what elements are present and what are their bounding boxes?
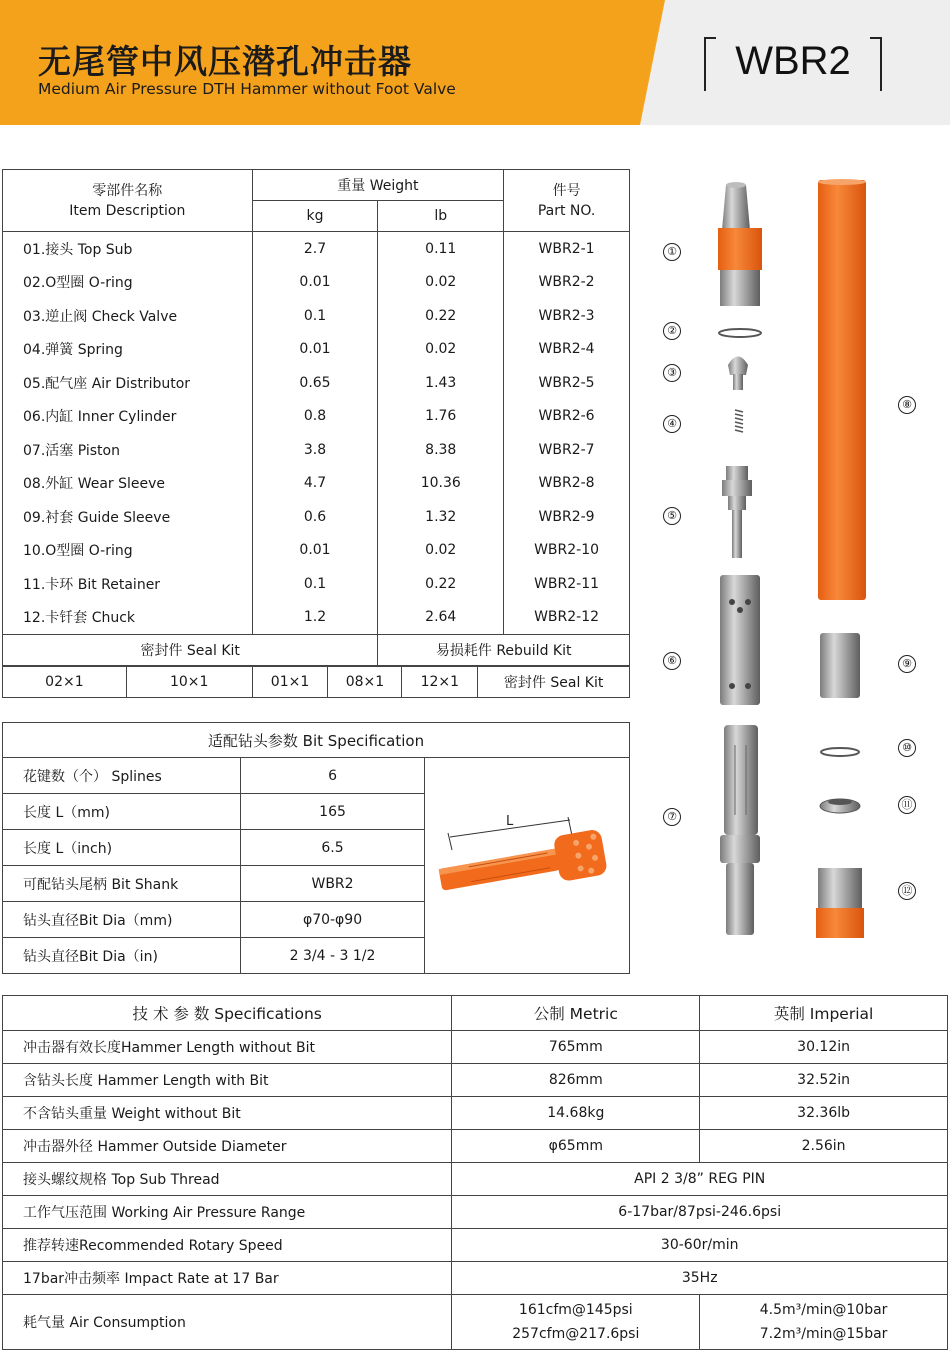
parts-row	[3, 601, 630, 635]
air-consumption-label: 耗气量 Air Consumption	[3, 1295, 452, 1350]
part-description: 06.内缸 Inner Cylinder	[3, 400, 253, 434]
part-weight-lb: 0.11	[378, 232, 504, 266]
bit-spec-value: 6.5	[240, 830, 425, 866]
exploded-parts-diagram	[640, 170, 950, 950]
part-description: 12.卡钎套 Chuck	[3, 601, 253, 635]
parts-row	[3, 467, 630, 501]
parts-row	[3, 333, 630, 367]
air-imperial-cell	[700, 1295, 948, 1350]
air-metric-1: 161cfm@145psi	[518, 1302, 633, 1318]
desc-header-cn: 零部件名称	[92, 182, 163, 199]
bit-table-title: 适配钻头参数 Bit Specification	[3, 723, 630, 758]
parts-row	[3, 266, 630, 300]
part-no-header-en: Part NO.	[537, 202, 596, 219]
part-number: WBR2-9	[504, 500, 630, 534]
air-consumption-row	[3, 1295, 948, 1350]
part-weight-kg: 0.01	[252, 534, 378, 568]
part-weight-kg: 0.1	[252, 567, 378, 601]
part-weight-kg: 0.01	[252, 333, 378, 367]
part-weight-lb: 2.64	[378, 601, 504, 635]
part-weight-lb: 0.02	[378, 266, 504, 300]
part-number: WBR2-2	[504, 266, 630, 300]
part-weight-lb: 1.43	[378, 366, 504, 400]
bit-spec-label: 钻头直径Bit Dia（mm)	[3, 902, 241, 938]
spec-label: 推荐转速Recommended Rotary Speed	[3, 1229, 452, 1262]
parts-row	[3, 534, 630, 568]
spec-split-body	[3, 1031, 948, 1163]
bit-spec-label: 花键数（个） Splines	[3, 758, 241, 794]
parts-row	[3, 433, 630, 467]
desc-header-en: Item Description	[69, 202, 186, 219]
part-description: 07.活塞 Piston	[3, 433, 253, 467]
spec-row	[3, 1130, 948, 1163]
air-imperial-1: 4.5m³/min@10bar	[759, 1302, 888, 1318]
part-number: WBR2-4	[504, 333, 630, 367]
spec-header-row	[3, 996, 948, 1031]
piston-part	[720, 725, 760, 935]
seal-kit-label: 密封件 Seal Kit	[3, 635, 378, 666]
parts-row	[3, 400, 630, 434]
spec-label: 接头螺纹规格 Top Sub Thread	[3, 1163, 452, 1196]
kg-header: kg	[252, 201, 378, 232]
spec-row-merged	[3, 1262, 948, 1295]
bit-spec-label: 长度 L（mm)	[3, 794, 241, 830]
bit-spec-value: 6	[240, 758, 425, 794]
air-metric-cell	[452, 1295, 700, 1350]
desc-header	[3, 170, 253, 232]
part-weight-lb: 1.32	[378, 500, 504, 534]
bit-spec-row	[3, 758, 630, 794]
part-description: 03.逆止阀 Check Valve	[3, 299, 253, 333]
spec-row-merged	[3, 1196, 948, 1229]
part-weight-kg: 0.1	[252, 299, 378, 333]
specifications-table	[2, 995, 948, 1350]
part-description: 11.卡环 Bit Retainer	[3, 567, 253, 601]
parts-row	[3, 299, 630, 333]
bit-spec-value: WBR2	[240, 866, 425, 902]
part-weight-lb: 0.22	[378, 567, 504, 601]
bit-spec-value: φ70-φ90	[240, 902, 425, 938]
part-weight-kg: 0.01	[252, 266, 378, 300]
kit-cell: 密封件 Seal Kit	[478, 667, 630, 698]
spec-imperial-value: 32.36lb	[700, 1097, 948, 1130]
imperial-col-header: 英制 Imperial	[700, 996, 948, 1031]
kit-cell: 01×1	[252, 667, 328, 698]
wear-sleeve-part	[818, 180, 866, 600]
bit-title-row	[3, 723, 630, 758]
o-ring-2-part	[821, 748, 859, 756]
kit-contents-table	[2, 666, 630, 698]
part-weight-kg: 0.8	[252, 400, 378, 434]
part-number: WBR2-6	[504, 400, 630, 434]
spec-value: 30-60r/min	[452, 1229, 948, 1262]
spec-metric-value: 765mm	[452, 1031, 700, 1064]
spec-col-header: 技 术 参 数 Specifications	[3, 996, 452, 1031]
part-weight-kg: 1.2	[252, 601, 378, 635]
model-badge	[704, 37, 882, 89]
spec-value: API 2 3/8” REG PIN	[452, 1163, 948, 1196]
spec-value: 35Hz	[452, 1262, 948, 1295]
air-distributor-part	[722, 466, 752, 558]
part-weight-kg: 3.8	[252, 433, 378, 467]
bit-spec-value: 2 3/4 - 3 1/2	[240, 938, 425, 974]
part-number: WBR2-12	[504, 601, 630, 635]
spec-row-merged	[3, 1163, 948, 1196]
callout-4: ④	[663, 415, 681, 433]
part-number: WBR2-3	[504, 299, 630, 333]
kit-cell: 08×1	[328, 667, 402, 698]
callout-9: ⑨	[898, 655, 916, 673]
spec-metric-value: 826mm	[452, 1064, 700, 1097]
callout-6: ⑥	[663, 652, 681, 670]
part-no-header	[504, 170, 630, 232]
weight-header: 重量 Weight	[252, 170, 504, 201]
bit-spec-label: 钻头直径Bit Dia（in)	[3, 938, 241, 974]
callout-1: ①	[663, 243, 681, 261]
spec-value: 6-17bar/87psi-246.6psi	[452, 1196, 948, 1229]
callout-12: ⑫	[898, 882, 916, 900]
kit-contents-row	[3, 667, 630, 698]
part-number: WBR2-1	[504, 232, 630, 266]
spec-label: 不含钻头重量 Weight without Bit	[3, 1097, 452, 1130]
air-metric-2: 257cfm@217.6psi	[512, 1326, 640, 1342]
parts-header-row	[3, 170, 630, 201]
kit-cell: 02×1	[3, 667, 127, 698]
part-number: WBR2-8	[504, 467, 630, 501]
check-valve-part	[728, 357, 748, 391]
bit-spec-label: 长度 L（inch)	[3, 830, 241, 866]
parts-row	[3, 567, 630, 601]
part-weight-kg: 0.6	[252, 500, 378, 534]
parts-row	[3, 232, 630, 266]
part-weight-lb: 0.22	[378, 299, 504, 333]
callout-8: ⑧	[898, 396, 916, 414]
page-subtitle: Medium Air Pressure DTH Hammer without Foot Valve	[38, 80, 456, 98]
spec-label: 工作气压范围 Working Air Pressure Range	[3, 1196, 452, 1229]
parts-row	[3, 366, 630, 400]
part-description: 02.O型圈 O-ring	[3, 266, 253, 300]
callout-2: ②	[663, 322, 681, 340]
dimension-label: L	[506, 814, 514, 829]
bit-spec-label: 可配钻头尾柄 Bit Shank	[3, 866, 241, 902]
spec-row	[3, 1031, 948, 1064]
part-description: 01.接头 Top Sub	[3, 232, 253, 266]
part-weight-lb: 0.02	[378, 534, 504, 568]
part-description: 05.配气座 Air Distributor	[3, 366, 253, 400]
callout-11: ⑪	[898, 796, 916, 814]
spec-label: 冲击器外径 Hammer Outside Diameter	[3, 1130, 452, 1163]
callout-7: ⑦	[663, 808, 681, 826]
callout-3: ③	[663, 364, 681, 382]
guide-sleeve-part	[820, 633, 860, 698]
part-weight-lb: 0.02	[378, 333, 504, 367]
spec-row-merged	[3, 1229, 948, 1262]
part-weight-kg: 4.7	[252, 467, 378, 501]
part-number: WBR2-10	[504, 534, 630, 568]
kit-label-row	[3, 635, 630, 666]
kit-cell: 12×1	[402, 667, 478, 698]
top-sub-part	[718, 182, 762, 306]
lb-header: lb	[378, 201, 504, 232]
part-no-header-cn: 件号	[552, 182, 581, 199]
part-description: 09.衬套 Guide Sleeve	[3, 500, 253, 534]
part-weight-lb: 10.36	[378, 467, 504, 501]
callout-10: ⑩	[898, 739, 916, 757]
spec-imperial-value: 2.56in	[700, 1130, 948, 1163]
parts-table	[2, 169, 630, 666]
part-weight-kg: 0.65	[252, 366, 378, 400]
part-weight-lb: 1.76	[378, 400, 504, 434]
rebuild-kit-label: 易损耗件 Rebuild Kit	[378, 635, 630, 666]
callout-5: ⑤	[663, 507, 681, 525]
bit-retainer-part	[820, 799, 860, 813]
part-description: 04.弹簧 Spring	[3, 333, 253, 367]
spring-part	[735, 410, 743, 432]
spec-merged-body	[3, 1163, 948, 1295]
part-weight-lb: 8.38	[378, 433, 504, 467]
part-weight-kg: 2.7	[252, 232, 378, 266]
spec-metric-value: φ65mm	[452, 1130, 700, 1163]
spec-row	[3, 1064, 948, 1097]
drill-bit-illustration	[430, 805, 620, 925]
spec-imperial-value: 30.12in	[700, 1031, 948, 1064]
part-description: 08.外缸 Wear Sleeve	[3, 467, 253, 501]
parts-body	[3, 232, 630, 635]
spec-label: 17bar冲击频率 Impact Rate at 17 Bar	[3, 1262, 452, 1295]
model-code: WBR2	[735, 39, 851, 83]
spec-label: 冲击器有效长度Hammer Length without Bit	[3, 1031, 452, 1064]
part-number: WBR2-7	[504, 433, 630, 467]
spec-imperial-value: 32.52in	[700, 1064, 948, 1097]
kit-cell: 10×1	[126, 667, 252, 698]
page-title: 无尾管中风压潜孔冲击器	[38, 42, 412, 81]
spec-label: 含钻头长度 Hammer Length with Bit	[3, 1064, 452, 1097]
inner-cylinder-part	[720, 575, 760, 705]
metric-col-header: 公制 Metric	[452, 996, 700, 1031]
part-number: WBR2-11	[504, 567, 630, 601]
part-number: WBR2-5	[504, 366, 630, 400]
spec-row	[3, 1097, 948, 1130]
spec-metric-value: 14.68kg	[452, 1097, 700, 1130]
part-description: 10.O型圈 O-ring	[3, 534, 253, 568]
air-imperial-2: 7.2m³/min@15bar	[759, 1326, 888, 1342]
parts-row	[3, 500, 630, 534]
chuck-part	[816, 868, 864, 938]
bit-spec-value: 165	[240, 794, 425, 830]
o-ring-part	[719, 329, 761, 337]
